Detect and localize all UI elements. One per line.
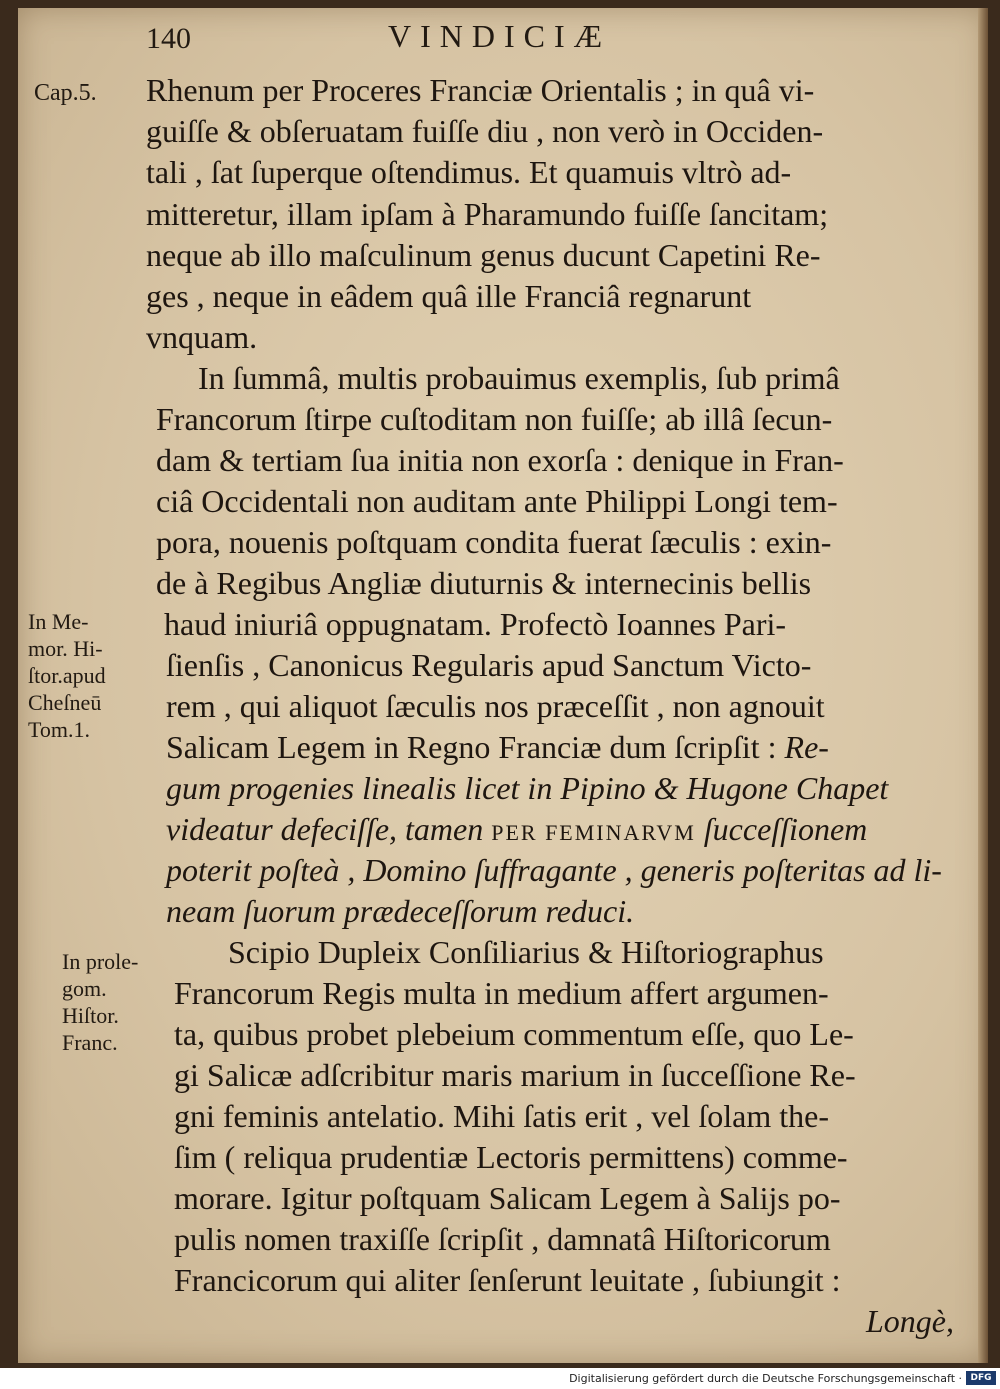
text-line: ciâ Occidentali non auditam ante Philippi Longi tem-: [156, 483, 838, 519]
margin-line: Hiſtor.: [62, 1003, 119, 1028]
catchword: Longè,: [866, 1303, 954, 1339]
text-line-italic: gum progenies linealis licet in Pipino & Hugone Chapet: [166, 770, 889, 806]
text-line: ges , neque in eâdem quâ ille Franciâ regnarunt: [146, 278, 752, 314]
text-segment: Salicam Legem in Regno Franciæ dum ſcripſit :: [166, 729, 777, 765]
text-line: Francicorum qui aliter ſenſerunt leuitate , ſubiungit :: [174, 1262, 841, 1298]
book-page: [18, 8, 988, 1363]
text-line: tali , ſat ſuperque oſtendimus. Et quamuis vltrò ad-: [146, 154, 792, 190]
text-line: guiſſe & obſeruatam fuiſſe diu , non verò in Occiden-: [146, 113, 824, 149]
dfg-logo-icon: DFG: [966, 1371, 996, 1385]
text-line: haud iniuriâ oppugnatam. Profectò Ioannes Pari-: [164, 606, 787, 642]
text-line: Francorum Regis multa in medium affert argumen-: [174, 975, 829, 1011]
text-segment-italic: ſucceſſionem: [703, 811, 868, 847]
margin-note-prolegomena: [62, 948, 138, 1056]
margin-line: mor. Hi-: [28, 636, 103, 661]
text-line: Francorum ſtirpe cuſtoditam non fuiſſe; ab illâ ſecun-: [156, 401, 833, 437]
text-line: pulis nomen traxiſſe ſcripſit , damnatâ Hiſtoricorum: [174, 1221, 831, 1257]
text-line: dam & tertiam ſua initia non exorſa : denique in Fran-: [156, 442, 844, 478]
text-line: Scipio Dupleix Conſiliarius & Hiſtoriographus: [228, 934, 824, 970]
margin-note-memoriae: [28, 608, 106, 743]
text-line: Rhenum per Proceres Franciæ Orientalis ; in quâ vi-: [146, 72, 815, 108]
text-line: morare. Igitur poſtquam Salicam Legem à Salijs po-: [174, 1180, 841, 1216]
text-line: rem , qui aliquot ſæculis nos præceſſit , non agnouit: [166, 688, 825, 724]
text-line-italic: poterit poſteà , Domino ſuffragante , generis poſteritas ad li-: [166, 852, 942, 888]
text-segment-capitals: PER FEMINARVM: [491, 820, 696, 845]
text-segment-italic: Re-: [784, 729, 829, 765]
margin-line: Franc.: [62, 1030, 118, 1055]
text-segment-italic: videatur defeciſſe, tamen: [166, 811, 484, 847]
margin-line: Cheſneū: [28, 690, 102, 715]
margin-line: gom.: [62, 976, 107, 1001]
chapter-marker: Cap.5.: [34, 80, 97, 106]
text-line: ſim ( reliqua prudentiæ Lectoris permittens) comme-: [174, 1139, 848, 1175]
page-number: 140: [146, 22, 191, 55]
page-edge: [978, 8, 988, 1363]
margin-line: ſtor.apud: [28, 663, 106, 688]
text-line-italic: neam ſuorum prædeceſſorum reduci.: [166, 893, 635, 929]
text-line: ſienſis , Canonicus Regularis apud Sanctum Victo-: [166, 647, 812, 683]
text-line: gni feminis antelatio. Mihi ſatis erit , vel ſolam the-: [174, 1098, 829, 1134]
margin-line: In prole-: [62, 949, 139, 974]
text-line: In ſummâ, multis probauimus exemplis, ſub primâ: [198, 360, 840, 396]
running-title: VINDICIÆ: [388, 18, 612, 54]
text-line: pora, nouenis poſtquam condita fuerat ſæculis : exin-: [156, 524, 832, 560]
text-line: [166, 729, 829, 766]
text-line: ta, quibus probet plebeium commentum eſſe, quo Le-: [174, 1016, 854, 1052]
footer-bar: [0, 1368, 1000, 1389]
margin-line: Tom.1.: [28, 717, 91, 742]
text-line: gi Salicæ adſcribitur maris marium in ſucceſſione Re-: [174, 1057, 856, 1093]
text-line: neque ab illo maſculinum genus ducunt Capetini Re-: [146, 237, 821, 273]
text-line: [166, 811, 867, 848]
funding-notice: Digitalisierung gefördert durch die Deutsche Forschungsgemeinschaft ·: [569, 1372, 962, 1385]
margin-line: In Me-: [28, 609, 89, 634]
text-line: vnquam.: [146, 319, 258, 355]
text-line: de à Regibus Angliæ diuturnis & internecinis bellis: [156, 565, 812, 601]
text-line: mitteretur, illam ipſam à Pharamundo fuiſſe ſancitam;: [146, 196, 829, 232]
